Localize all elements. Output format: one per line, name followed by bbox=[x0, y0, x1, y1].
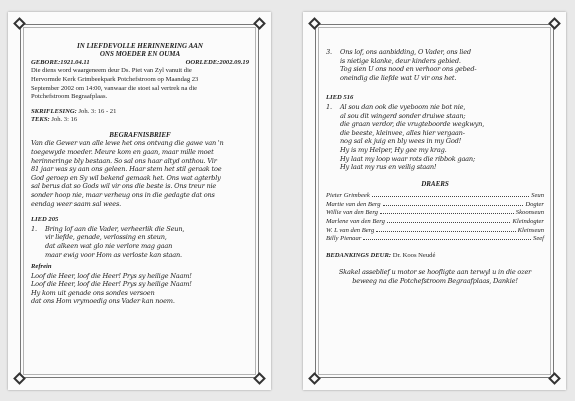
right-page-content bbox=[326, 48, 544, 285]
scripture-reading: SKRIFLESING: Joh. 3: 16 - 21 bbox=[31, 107, 117, 115]
refrain-label: Refrein bbox=[31, 263, 52, 271]
corner-ornament-icon bbox=[14, 18, 25, 29]
birth-date: GEBORE:1921.04.11 bbox=[31, 58, 90, 66]
thanks-by: BEDANKINGS DEUR: Dr. Koos Neudé bbox=[326, 251, 436, 259]
corner-ornament-icon bbox=[254, 18, 265, 29]
corner-ornament-icon bbox=[254, 373, 265, 384]
hymn-516-label: LIED 516 bbox=[326, 94, 354, 102]
bearer-row: Martie van den Berg Dogter bbox=[326, 200, 544, 208]
bearer-row: Marlene van den Berg Kleindogter bbox=[326, 217, 544, 225]
corner-ornament-icon bbox=[549, 373, 560, 384]
death-date: OORLEDE:2002.09.19 bbox=[185, 58, 249, 66]
closing-note: Skakel asseblief u motor se hoofligte aan terwyl u in die ozer beweeg na die Potchefstroom Begraafplaas, Dankie! bbox=[338, 268, 532, 285]
corner-ornament-icon bbox=[309, 18, 320, 29]
sermon-text: TEKS: Joh. 3: 16 bbox=[31, 116, 78, 124]
corner-ornament-icon bbox=[549, 18, 560, 29]
hymn-verse-3: 3. Ons lof, ons aanbidding, O Vader, ons lied is nietige klanke, deur kinders gebied. Tog sien U ons nood en verhoor ons gebed- oneindig die liefde wat U vir ons het. bbox=[326, 48, 477, 82]
funeral-letter: Van die Gewer van alle lewe het ons ontvang die gawe van 'n toegewyde moeder. Meure kom en gaan, maar mille moet herinneringe bly bestaan. So sal ons haar altyd onthou. Vir 81 jaar was sy aan ons geleen. Haar stem het stil geraak toe God geroep en Sy wil bekend gemaak het. Ons wat agterbly sal berus dat so Gods wil vir ons die beste is. Ons treur nie sonder hoop nie, maar verheug ons in die gedagte dat ons eendag weer saam sal wees. bbox=[31, 139, 224, 208]
hymn-label: LIED 205 bbox=[31, 216, 59, 224]
hymn-516-verse: 1. Al sou dan ook die vyeboom nie bot nie, al sou dit wingerd sonder druiwe staan; die graan verdor, die vrugteboorde wegkwyn, die beeste, kleinvee, alles hier vergaan- nog sal ek juig en bly wees in my God! Hy is my Helper, Hy gee my krag. Hy laat my loop waar rots die ribbok gaan; Hy laat my rus en veilig staan! bbox=[326, 102, 485, 172]
corner-ornament-icon bbox=[309, 373, 320, 384]
bearer-row: Willie van den Berg Skoonseun bbox=[326, 209, 544, 217]
bearers-list bbox=[326, 192, 544, 244]
bearers-heading: DRAERS bbox=[421, 179, 449, 188]
life-dates bbox=[31, 59, 249, 68]
right-page bbox=[303, 12, 566, 390]
left-page-content bbox=[31, 42, 249, 306]
bearer-row: Pieter Grimbeek Seun bbox=[326, 192, 544, 200]
corner-ornament-icon bbox=[14, 373, 25, 384]
hymn-verse: 1. Bring lof aan die Vader, verheerlik die Seun, vir liefde, genade, verlossing en steun, dat alkeen wat glo nie verlore mag gaan maar ewig voor Hom as verloste kan staan. bbox=[31, 224, 185, 259]
memorial-title: IN LIEFDEVOLLE HERINNERING AAN ONS MOEDER EN OUMA bbox=[77, 42, 203, 59]
refrain: Loof die Heer, loof die Heer! Prys sy heilige Naam! Loof die Heer, loof die Heer! Prys sy heilige Naam! Hy kom uit genade ons sondes versoen dat ons Hom vrymoedig ons Vader kan noem. bbox=[31, 271, 192, 306]
left-page bbox=[8, 12, 271, 390]
bearer-row: Billy Pienaar Seef bbox=[326, 235, 544, 243]
funeral-letter-heading: BEGRAFNISBRIEF bbox=[109, 130, 171, 139]
bearer-row: W. L van den Berg Kleinseun bbox=[326, 226, 544, 234]
service-intro: Die diens word waargeneem deur Ds. Piet van Zyl vanuit die Hervormde Kerk Grimbeekpark Potchefstroom op Maandag 23 September 2002 om 14:00, vanwaar die stoet sal vertrek na die Potchefstroom Begraafplaas. bbox=[31, 67, 199, 101]
